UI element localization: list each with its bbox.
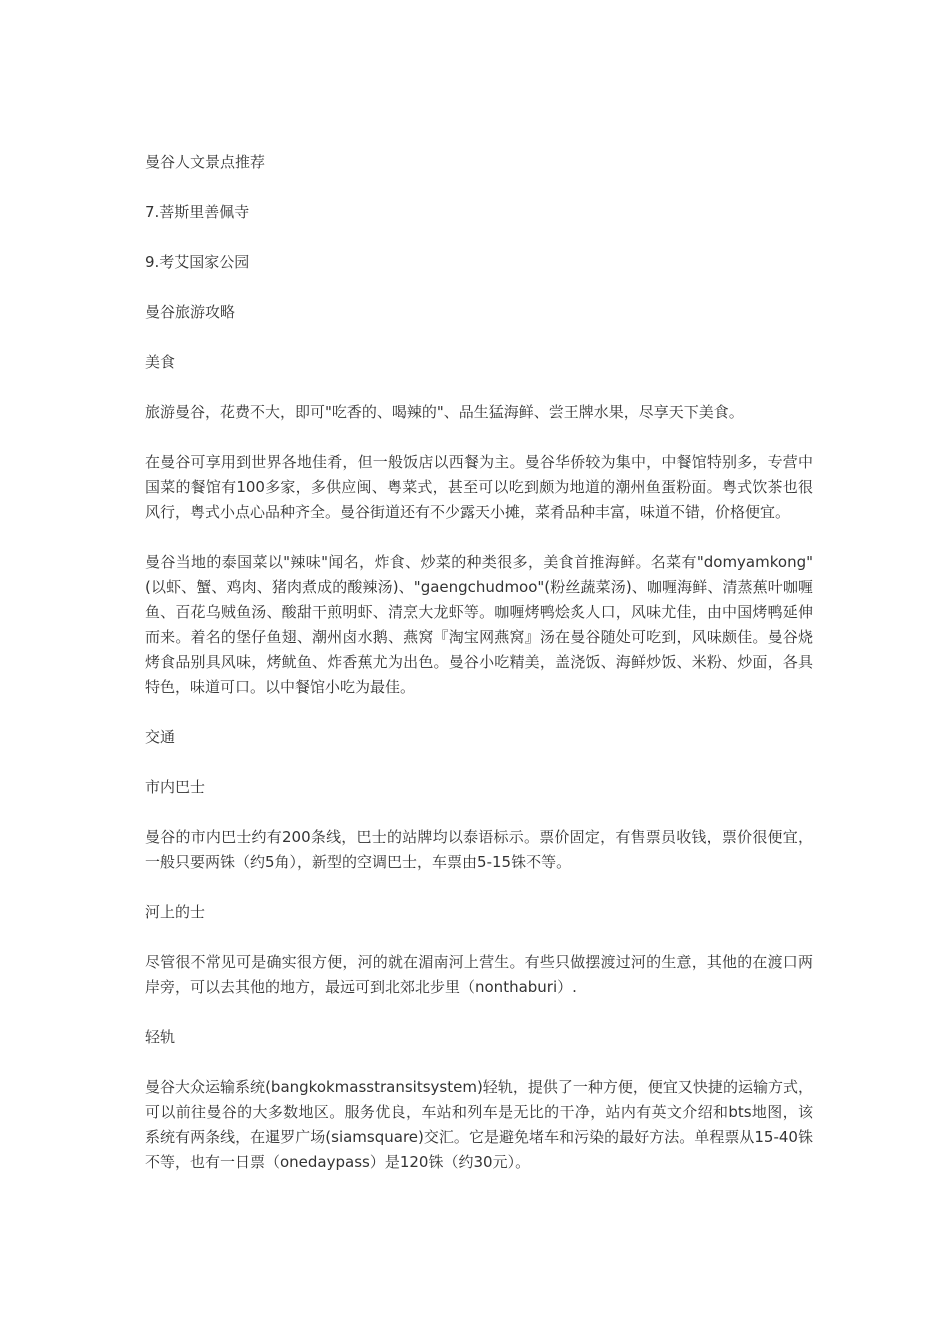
subsection-heading: 交通 (145, 728, 176, 746)
paragraph: 曼谷当地的泰国菜以"辣味"闻名，炸食、炒菜的种类很多，美食首推海鲜。名菜有"domyamkong"(以虾、蟹、鸡肉、猪肉煮成的酸辣汤)、"gaengchudmoo"(粉丝蔬菜汤)、咖喱海鲜、清蒸蕉叶咖喱鱼、百花乌贼鱼汤、酸甜干煎明虾、清烹大龙虾等。咖喱烤鸭烩炙人口，风味尤佳，由中国烤鸭延伸而来。着名的堡仔鱼翅、潮州卤水鹅、燕窝『淘宝网燕窝』汤在曼谷随处可吃到，风味颇佳。曼谷烧烤食品别具风味，烤鱿鱼、炸香蕉尤为出色。曼谷小吃精美，盖浇饭、海鲜炒饭、米粉、炒面，各具特色，味道可口。以中餐馆小吃为最佳。 (145, 553, 813, 696)
list-item: 9.考艾国家公园 (145, 253, 250, 271)
subsection-heading: 轻轨 (145, 1028, 176, 1046)
paragraph: 在曼谷可享用到世界各地佳肴，但一般饭店以西餐为主。曼谷华侨较为集中，中餐馆特别多，专营中国菜的餐馆有100多家，多供应闽、粤菜式，甚至可以吃到颇为地道的潮州鱼蛋粉面。粤式饮茶也很风行，粤式小点心品种齐全。曼谷街道还有不少露天小摊，菜肴品种丰富，味道不错，价格便宜。 (145, 453, 813, 521)
subsection-heading: 市内巴士 (145, 778, 206, 796)
subsection-heading: 美食 (145, 353, 176, 371)
paragraph: 旅游曼谷，花费不大，即可"吃香的、喝辣的"、品生猛海鲜、尝王牌水果，尽享天下美食。 (145, 403, 744, 421)
section-heading: 曼谷人文景点推荐 (145, 153, 266, 171)
subsection-heading: 河上的士 (145, 903, 206, 921)
section-heading: 曼谷旅游攻略 (145, 303, 236, 321)
paragraph: 尽管很不常见可是确实很方便，河的就在湄南河上营生。有些只做摆渡过河的生意，其他的在渡口两岸旁，可以去其他的地方，最远可到北郊北步里（nonthaburi）. (145, 953, 813, 996)
paragraph: 曼谷大众运输系统(bangkokmasstransitsystem)轻轨，提供了一种方便，便宜又快捷的运输方式，可以前往曼谷的大多数地区。服务优良，车站和列车是无比的干净，站内有英文介绍和bts地图，该系统有两条线，在暹罗广场(siamsquare)交汇。它是避免堵车和污染的最好方法。单程票从15-40铢不等，也有一日票（onedaypass）是120铢（约30元）。 (145, 1078, 813, 1171)
document-body (145, 150, 813, 1200)
list-item: 7.菩斯里善佩寺 (145, 203, 250, 221)
paragraph: 曼谷的市内巴士约有200条线，巴士的站牌均以泰语标示。票价固定，有售票员收钱，票价很便宜，一般只要两铢（约5角），新型的空调巴士，车票由5-15铢不等。 (145, 828, 813, 871)
